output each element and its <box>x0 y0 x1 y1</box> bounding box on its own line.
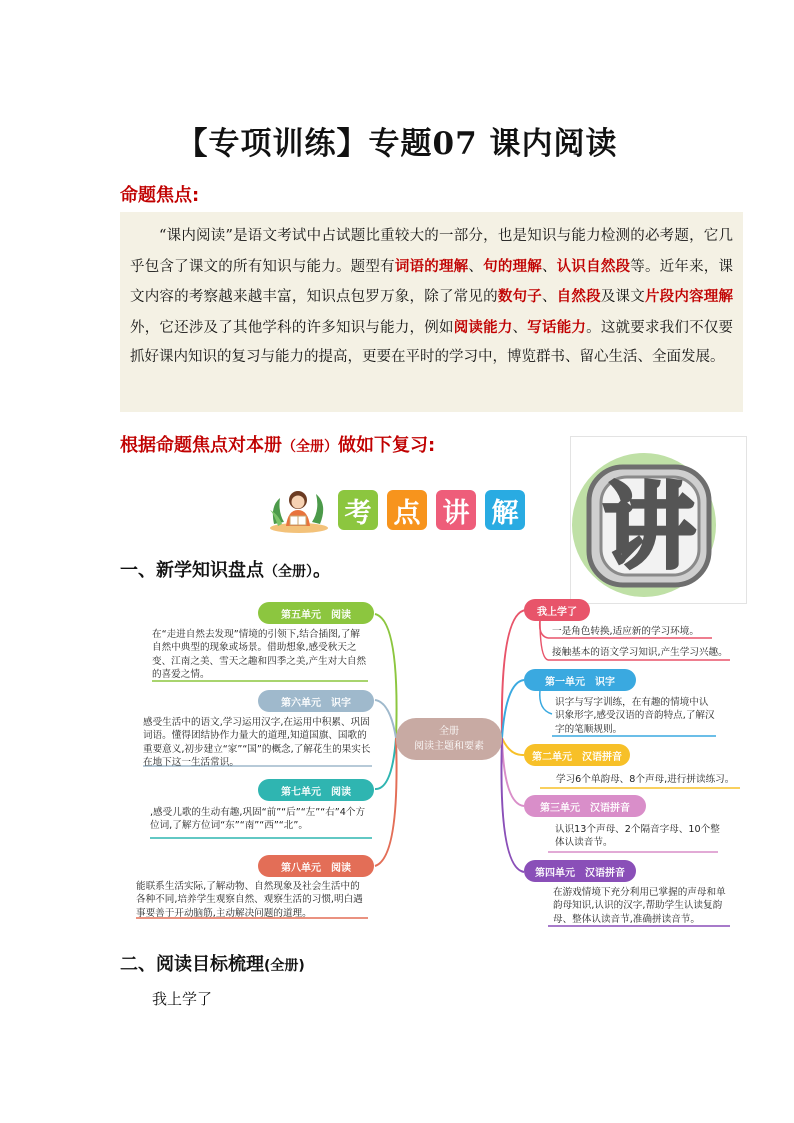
focus-segment-0: “课内阅读”是语文考试中占试题比重较大的一部分，也是知识与能力检测的必考题，它几乎包含了课文的所有知识与能力。题型有 <box>130 228 733 275</box>
badge-unit4: 第四单元 汉语拼音 <box>524 860 636 882</box>
focus-segment-15: 写话能力 <box>527 318 587 336</box>
focus-segment-4: 、 <box>541 258 557 275</box>
note-unit2: 学习6个单韵母、8个声母,进行拼读练习。 <box>556 774 735 785</box>
section1-heading-scope: （全册） <box>264 564 313 580</box>
badge-woshangxuele: 我上学了 <box>524 599 590 621</box>
section2-heading <box>120 950 305 976</box>
note-shangxue-2: 接触基本的语文学习知识,产生学习兴趣。 <box>552 647 728 658</box>
section1-heading <box>120 556 331 582</box>
note-unit3: 认识13个声母、2个隔音字母、10个整体认读音节。 <box>555 824 720 849</box>
focus-segment-10: 及课文 <box>600 289 645 305</box>
focus-segment-11: 片段内容理解 <box>644 288 734 305</box>
tag-jiang: 讲 <box>436 490 476 530</box>
note-unit8: 能联系生活实际,了解动物、自然现象及社会生活中的各种不同,培养学生观察自然、观察生活的习惯,明白遇事要善于开动脑筋,主动解决问题的道理。 <box>136 881 363 919</box>
note-unit4: 在游戏情境下充分利用已掌握的声母和单韵母知识,认识的汉字,帮助学生认读复韵母、整体认读音节,准确拼读音节。 <box>553 887 726 925</box>
section2-heading-scope: (全册) <box>264 958 305 974</box>
mindmap-connectors <box>0 590 794 930</box>
sticker-char: 讲 <box>602 474 695 581</box>
tag-dian: 点 <box>387 490 427 530</box>
note-unit5: 在“走进自然去发现”情境的引领下,结合插图,了解自然中典型的现象或场景。借助想象,感受秋天之变、江南之美、雪天之趣和四季之美,产生对大自然的喜爱之情。 <box>152 629 367 681</box>
section1-heading-tail: 。 <box>313 560 331 581</box>
badge-unit7: 第七单元 阅读 <box>258 779 374 801</box>
tag-jie: 解 <box>485 490 525 530</box>
badge-unit2: 第二单元 汉语拼音 <box>524 744 630 766</box>
review-heading-scope: （全册） <box>282 439 338 455</box>
badge-unit6: 第六单元 识字 <box>258 690 374 712</box>
focus-segment-2: 、 <box>468 258 484 275</box>
focus-segment-12: 外，它还涉及了其他学科的许多知识与能力，例如 <box>130 319 454 336</box>
review-heading-main: 根据命题焦点对本册 <box>120 435 282 456</box>
note-unit7: ,感受儿歌的生动有趣,巩固“前”“后”“左”“右”4个方位词,了解方位词“东”“南”“西”“北”。 <box>150 807 366 832</box>
review-heading <box>120 431 435 457</box>
section1-heading-main: 一、新学知识盘点 <box>120 560 264 581</box>
focus-segment-13: 阅读能力 <box>453 318 513 336</box>
focus-segment-9: 自然段 <box>556 288 601 305</box>
section2-first-line: 我上学了 <box>152 990 213 1008</box>
focus-segment-6: 等。近年来，课文内容的考察越来越丰富，知识点包罗万象，除了常见的 <box>130 258 734 305</box>
badge-unit8: 第八单元 阅读 <box>258 855 374 877</box>
focus-box <box>120 212 743 412</box>
note-shangxue-1: 一是角色转换,适应新的学习环境。 <box>552 626 699 637</box>
focus-segment-3: 句的理解 <box>483 257 542 275</box>
section2-heading-main: 二、阅读目标梳理 <box>120 954 264 975</box>
note-unit6: 感受生活中的语文,学习运用汉字,在运用中积累、巩固词语。懂得团结协作力量大的道理,知道国旗、国歌的重要意义,初步建立“家”“国”的概念,了解花生的果实长在地下这一生活常识。 <box>143 717 371 769</box>
reading-child-illustration <box>268 484 330 534</box>
focus-heading: 命题焦点: <box>120 185 200 206</box>
focus-segment-5: 认识自然段 <box>556 257 631 275</box>
jiang-sticker <box>570 436 747 604</box>
focus-segment-14: 、 <box>512 319 528 336</box>
focus-segment-1: 词语的理解 <box>394 257 469 275</box>
page-title: 【专项训练】专题07 课内阅读 <box>176 126 618 162</box>
focus-segment-7: 数句子 <box>497 288 542 305</box>
focus-segment-8: 、 <box>541 289 557 305</box>
review-heading-tail: 做如下复习: <box>338 435 436 456</box>
badge-unit3: 第三单元 汉语拼音 <box>524 795 646 817</box>
center-line-1: 全册 <box>439 726 459 737</box>
focus-paragraph <box>130 222 733 373</box>
tag-kao: 考 <box>338 490 378 530</box>
note-unit1: 识字与写字训练，在有趣的情境中认识象形字,感受汉语的音韵特点,了解汉字的笔顺规则。 <box>555 697 715 735</box>
focus-segment-16: 。这就要求我们不仅要抓好课内知识的复习与能力的提高，更要在平时的学习中，博览群书、留心生活、全面发展。 <box>130 319 734 365</box>
badge-unit1: 第一单元 识字 <box>524 669 636 691</box>
center-line-2: 阅读主题和要素 <box>414 741 484 752</box>
mindmap-center <box>396 718 502 760</box>
badge-unit5: 第五单元 阅读 <box>258 602 374 624</box>
